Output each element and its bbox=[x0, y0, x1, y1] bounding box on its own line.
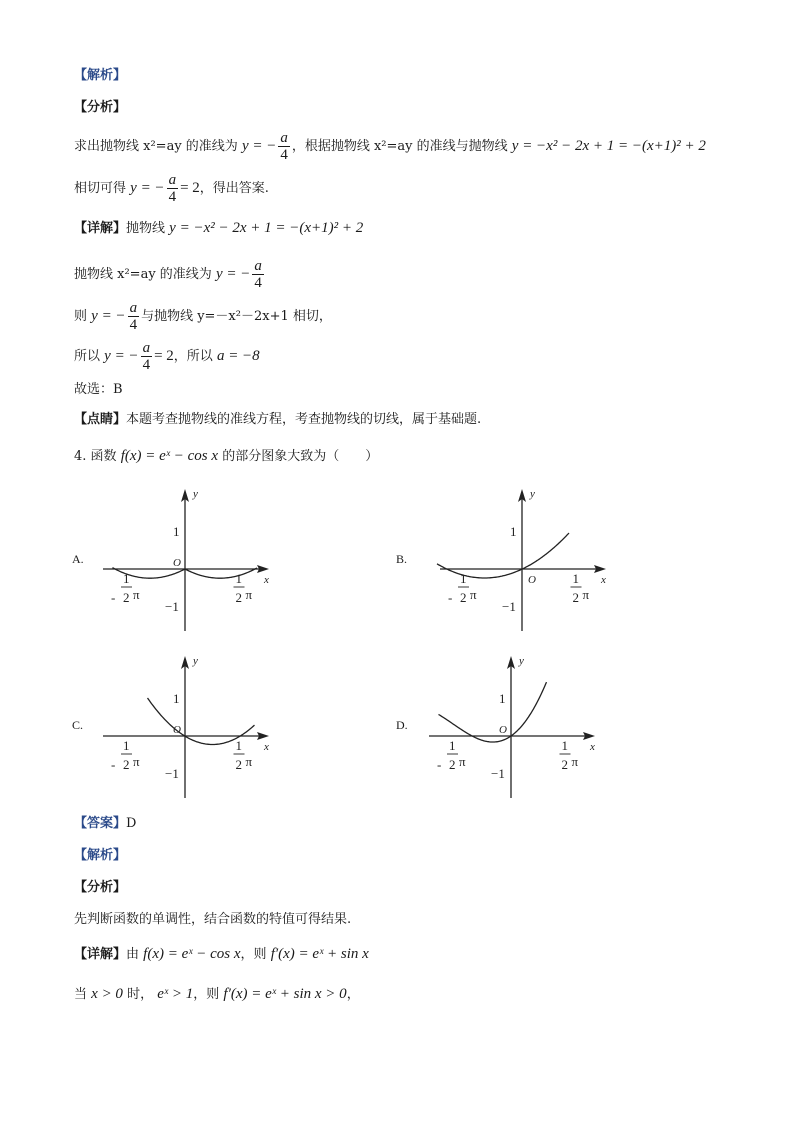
tick-pos-half-den: 2 bbox=[572, 590, 579, 605]
question-text: 函数 bbox=[90, 449, 117, 464]
tick-neg-pi: π bbox=[133, 754, 140, 769]
fenxi-tag: 【分析】 bbox=[74, 100, 127, 115]
detail-text: 当 bbox=[74, 987, 88, 1002]
x-axis-label: x bbox=[590, 741, 595, 753]
tick-neg-sign: - bbox=[111, 757, 116, 772]
jiexi-tag: 【解析】 bbox=[74, 68, 127, 83]
option-label-d[interactable]: D. bbox=[396, 718, 408, 732]
tick-neg-half-num: 1 bbox=[123, 738, 130, 753]
fraction-a-over-4: $\frac{a}{4}$ bbox=[129, 300, 138, 333]
x-axis-label: x bbox=[264, 741, 269, 753]
analysis-text-4: ，得出答案. bbox=[199, 181, 269, 196]
y-axis-label: y bbox=[519, 655, 524, 667]
analysis-text-3: 相切可得 bbox=[74, 181, 127, 196]
x-axis-label: x bbox=[264, 574, 269, 586]
tick-neg-half-den: 2 bbox=[123, 590, 130, 605]
detail-text: ，所以 bbox=[173, 349, 213, 364]
xiangjie-tag-2: 【详解】 bbox=[74, 947, 127, 962]
function-expression: f(x) = eˣ − cos x bbox=[143, 946, 241, 962]
tick-neg-half-den: 2 bbox=[449, 757, 456, 772]
y-axis-label: y bbox=[193, 488, 198, 500]
x-axis-label: x bbox=[601, 574, 606, 586]
tick-pos-half-num: 1 bbox=[561, 738, 568, 753]
detail-text: ， bbox=[346, 987, 360, 1002]
parabola-equation: y = −x² − 2x + 1 = −(x+1)² + 2 bbox=[511, 138, 706, 154]
fenxi-tag-2: 【分析】 bbox=[74, 880, 127, 895]
y-axis-label: y bbox=[193, 655, 198, 667]
tick-pos-pi: π bbox=[582, 587, 590, 602]
answer-line bbox=[74, 814, 136, 834]
fraction-a-over-4: $\frac{a}{4}$ bbox=[254, 258, 262, 291]
origin-label: O bbox=[528, 574, 536, 586]
detail-text: 抛物线 x²=ay 的准线为 bbox=[74, 267, 212, 282]
tick-neg-sign: - bbox=[448, 590, 453, 605]
detail-text: 抛物线 bbox=[126, 221, 166, 236]
detail-text: ，则 bbox=[240, 947, 267, 962]
origin-label: O bbox=[173, 724, 181, 736]
detail-text: ，则 bbox=[193, 987, 220, 1002]
tick-pos-pi: π bbox=[245, 754, 253, 769]
summary-text: 本题考查抛物线的准线方程，考查抛物线的切线，属于基础题. bbox=[126, 412, 482, 427]
function-curve bbox=[439, 682, 547, 742]
derivative-positive: f′(x) = eˣ + sin x > 0 bbox=[223, 986, 347, 1002]
parabola-equation: y = −x² − 2x + 1 = −(x+1)² + 2 bbox=[169, 220, 364, 236]
tick-neg-pi: π bbox=[459, 754, 466, 769]
fraction-a-over-4: $\frac{a}{4}$ bbox=[142, 340, 151, 373]
tick-pos-half-den: 2 bbox=[561, 757, 568, 772]
tick-label-1: 1 bbox=[173, 524, 180, 539]
tick-pos-half-den: 2 bbox=[235, 590, 242, 605]
tick-neg-half-num: 1 bbox=[449, 738, 456, 753]
tick-label-neg1: −1 bbox=[165, 599, 179, 614]
tick-pos-half-den: 2 bbox=[235, 757, 242, 772]
tick-label-neg1: −1 bbox=[165, 766, 179, 781]
option-label-c[interactable]: C. bbox=[72, 718, 84, 732]
math-x-gt-0: x > 0 bbox=[91, 986, 123, 1002]
detail2-line-2 bbox=[74, 984, 360, 1005]
option-label-a[interactable]: A. bbox=[72, 552, 84, 566]
dianjing-tag: 【点睛】 bbox=[74, 412, 127, 427]
function-expression: f(x) = eˣ − cos x bbox=[120, 448, 219, 464]
tick-label-1: 1 bbox=[510, 524, 517, 539]
tick-label-1: 1 bbox=[499, 691, 506, 706]
tick-neg-half-num: 1 bbox=[460, 571, 467, 586]
fraction-a-over-4: $\frac{a}{4}$ bbox=[168, 172, 177, 205]
question-number: 4. bbox=[74, 449, 87, 464]
choice-line: 故选：B bbox=[74, 382, 123, 397]
detail-text: 由 bbox=[126, 947, 140, 962]
detail-text: 与抛物线 y=－x²－2x+1 相切， bbox=[141, 309, 332, 324]
tick-neg-half-den: 2 bbox=[460, 590, 467, 605]
tick-neg-sign: - bbox=[111, 590, 116, 605]
detail2-line-1 bbox=[74, 944, 369, 965]
math-eq2: = 2 bbox=[180, 180, 200, 196]
tick-pos-pi: π bbox=[571, 754, 579, 769]
detail-text: 时， bbox=[127, 987, 154, 1002]
fraction-a-over-4: $\frac{a}{4}$ bbox=[280, 130, 288, 163]
tick-label-neg1: −1 bbox=[491, 766, 505, 781]
math-y-eq: y = − bbox=[91, 308, 126, 324]
xiangjie-tag: 【详解】 bbox=[74, 221, 127, 236]
origin-label: O bbox=[499, 724, 507, 736]
option-label-b[interactable]: B. bbox=[396, 552, 408, 566]
math-y-eq: y = − bbox=[130, 180, 165, 196]
jiexi-tag-2: 【解析】 bbox=[74, 848, 127, 863]
analysis-2: 先判断函数的单调性，结合函数的特值可得结果. bbox=[74, 912, 352, 927]
tick-neg-pi: π bbox=[470, 587, 477, 602]
tick-pos-pi: π bbox=[245, 587, 253, 602]
tick-neg-pi: π bbox=[133, 587, 140, 602]
tick-neg-half-den: 2 bbox=[123, 757, 130, 772]
tick-label-1: 1 bbox=[173, 691, 180, 706]
answer-value: D bbox=[126, 816, 137, 831]
tick-label-neg1: −1 bbox=[502, 599, 516, 614]
tick-neg-sign: - bbox=[437, 757, 442, 772]
y-axis-label: y bbox=[530, 488, 535, 500]
answer-a-value: a = −8 bbox=[216, 348, 260, 364]
question-text-2: 的部分图象大致为（ ） bbox=[222, 449, 379, 464]
math-ex-gt-1: eˣ > 1 bbox=[157, 986, 194, 1002]
math-y-eq: y = − bbox=[104, 348, 139, 364]
tick-pos-half-num: 1 bbox=[572, 571, 579, 586]
answer-tag: 【答案】 bbox=[74, 816, 127, 831]
derivative-expression: f′(x) = eˣ + sin x bbox=[270, 946, 369, 962]
detail-text: 所以 bbox=[74, 349, 101, 364]
math-eq2: = 2 bbox=[154, 348, 174, 364]
analysis-text-2: ，根据抛物线 x²=ay 的准线与抛物线 bbox=[291, 139, 508, 154]
tick-neg-half-num: 1 bbox=[123, 571, 130, 586]
math-y-eq: y = − bbox=[241, 138, 277, 154]
detail-text: 则 bbox=[74, 309, 88, 324]
tick-pos-half-num: 1 bbox=[235, 738, 242, 753]
origin-label: O bbox=[173, 557, 181, 569]
analysis-text: 求出抛物线 x²=ay 的准线为 bbox=[74, 139, 238, 154]
math-y-eq: y = − bbox=[215, 266, 251, 282]
tick-pos-half-num: 1 bbox=[235, 571, 242, 586]
